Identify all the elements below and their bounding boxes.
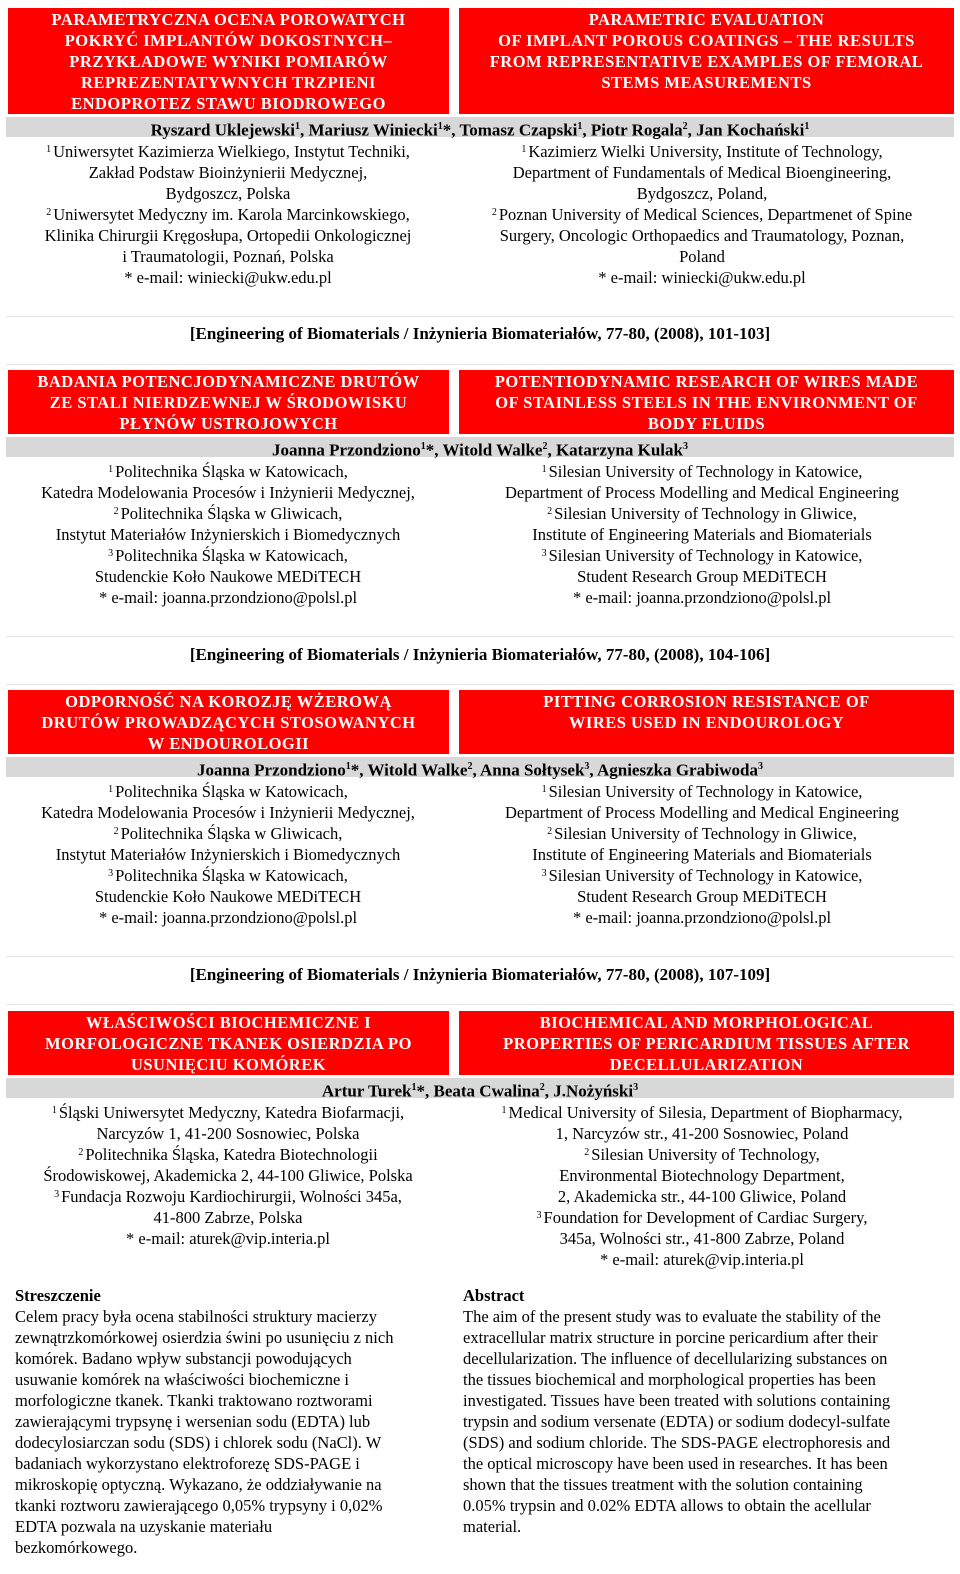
affiliation-text: Student Research Group MEDiTECH <box>577 567 827 586</box>
affiliation-line <box>450 587 954 608</box>
abstract-line: extracellular matrix structure in porcine pericardium after their <box>463 1328 878 1347</box>
affiliation-text: Politechnika Śląska, Katedra Biotechnologii <box>85 1145 378 1164</box>
affiliation-line <box>6 1144 450 1165</box>
authors-line <box>6 757 954 780</box>
affiliations-english <box>450 461 954 608</box>
affiliation-marker: 1 <box>501 1105 507 1116</box>
affiliation-line <box>6 225 450 246</box>
abstract-line: the optical microscopy have been used in researches. It has been <box>463 1454 888 1473</box>
author-affiliation-marker: 1 <box>420 441 426 452</box>
paper-entry-1 <box>6 8 954 288</box>
affiliation-text: Kazimierz Wielki University, Institute of Technology, <box>528 142 883 161</box>
authors-line <box>6 117 954 140</box>
author-name: Piotr Rogala <box>590 120 683 140</box>
affiliation-marker: 2 <box>113 506 119 517</box>
title-english: POTENTIODYNAMIC RESEARCH OF WIRES MADE OF STAINLESS STEELS IN THE ENVIRONMENT OF BODY FLUIDS <box>459 370 954 434</box>
affiliation-text: Silesian University of Technology in Katowice, <box>548 866 863 885</box>
affiliation-line <box>6 1102 450 1123</box>
author-affiliation-marker: 3 <box>633 1082 639 1093</box>
affiliation-line <box>450 907 954 928</box>
affiliation-line <box>450 482 954 503</box>
affiliation-line <box>450 246 954 267</box>
affiliation-line <box>6 823 450 844</box>
affiliation-line <box>450 461 954 482</box>
affiliation-line <box>6 907 450 928</box>
affiliation-text: Instytut Materiałów Inżynierskich i Biomedycznych <box>55 525 401 544</box>
author-affiliation-marker: 1 <box>295 121 301 132</box>
affiliation-line <box>450 503 954 524</box>
abstract-line: shown that the tissues treatment with the solution containing <box>463 1475 863 1494</box>
affiliations <box>6 781 954 928</box>
section-divider <box>6 1004 954 1005</box>
abstract-line: tkanki roztworu zawierającego 0,05% trypsyny i 0,02% <box>15 1496 383 1515</box>
affiliation-text: Student Research Group MEDiTECH <box>577 887 827 906</box>
affiliation-line <box>6 566 450 587</box>
affiliations-polish <box>6 1102 450 1270</box>
affiliation-line <box>6 162 450 183</box>
affiliation-text: Uniwersytet Kazimierza Wielkiego, Instytut Techniki, <box>53 142 410 161</box>
affiliation-text: i Traumatologii, Poznań, Polska <box>122 247 334 266</box>
abstract-body <box>15 1306 445 1558</box>
affiliation-marker: 2 <box>46 207 52 218</box>
author-separator: *, <box>416 1081 434 1101</box>
affiliation-text: * e-mail: joanna.przondziono@polsl.pl <box>572 588 832 607</box>
author-separator: , <box>547 440 556 460</box>
title-english: BIOCHEMICAL AND MORPHOLOGICAL PROPERTIES OF PERICARDIUM TISSUES AFTER DECELLULARIZATION <box>459 1011 954 1075</box>
title-polish: ODPORNOŚĆ NA KOROZJĘ WŻEROWĄ DRUTÓW PROWADZĄCYCH STOSOWANYCH W ENDOUROLOGII <box>8 690 449 754</box>
affiliation-text: * e-mail: joanna.przondziono@polsl.pl <box>98 908 358 927</box>
affiliation-line <box>450 1144 954 1165</box>
author-separator: , <box>300 120 309 140</box>
title-english: PARAMETRIC EVALUATION OF IMPLANT POROUS COATINGS – THE RESULTS FROM REPRESENTATIVE EXAMPLES OF FEMORAL STEMS MEASUREMENTS <box>459 8 954 114</box>
affiliation-line <box>6 802 450 823</box>
affiliation-line <box>6 587 450 608</box>
affiliations <box>6 461 954 608</box>
affiliation-line <box>6 545 450 566</box>
author-name: Tomasz Czapski <box>459 120 578 140</box>
affiliations-english <box>450 781 954 928</box>
author-separator: *, <box>425 440 443 460</box>
affiliation-line <box>6 524 450 545</box>
title-polish: PARAMETRYCZNA OCENA POROWATYCH POKRYĆ IMPLANTÓW DOKOSTNYCH– PRZYKŁADOWE WYNIKI POMIARÓW REPREZENTATYWNYCH TRZPIENI ENDOPROTEZ STAWU BIODROWEGO <box>8 8 449 114</box>
abstract-line: trypsin and sodium versenate (EDTA) or sodium dodecyl-sulfate <box>463 1412 891 1431</box>
abstract-heading: Streszczenie <box>15 1286 101 1305</box>
affiliation-line <box>450 204 954 225</box>
affiliation-text: Katedra Modelowania Procesów i Inżynierii Medycznej, <box>41 483 415 502</box>
affiliation-text: * e-mail: joanna.przondziono@polsl.pl <box>98 588 358 607</box>
author-separator: , <box>544 1081 554 1101</box>
author-separator: *, <box>350 760 368 780</box>
affiliation-line <box>450 1249 954 1270</box>
affiliation-marker: 2 <box>547 826 553 837</box>
title-polish: WŁAŚCIWOŚCI BIOCHEMICZNE I MORFOLOGICZNE TKANEK OSIERDZIA PO USUNIĘCIU KOMÓREK <box>8 1011 449 1075</box>
author-affiliation-marker: 3 <box>758 761 764 772</box>
author-name: Witold Walke <box>442 440 543 460</box>
affiliation-text: Politechnika Śląska w Katowicach, <box>115 546 348 565</box>
authors-line <box>6 437 954 460</box>
affiliation-marker: 2 <box>491 207 497 218</box>
section-divider <box>6 684 954 685</box>
affiliation-marker: 1 <box>108 784 114 795</box>
abstract-line: investigated. Tissues have been treated with solutions containing <box>463 1391 891 1410</box>
affiliation-text: Poland <box>679 247 725 266</box>
affiliation-marker: 3 <box>536 1210 542 1221</box>
affiliation-line <box>450 1186 954 1207</box>
affiliation-text: Silesian University of Technology in Gliwice, <box>554 824 857 843</box>
affiliation-text: 345a, Wolności str., 41-800 Zabrze, Poland <box>559 1229 845 1248</box>
abstract-polish <box>15 1285 445 1558</box>
affiliation-line <box>6 865 450 886</box>
affiliation-line <box>450 844 954 865</box>
affiliation-line <box>6 141 450 162</box>
affiliation-text: Politechnika Śląska w Gliwicach, <box>120 504 343 523</box>
affiliation-text: Politechnika Śląska w Gliwicach, <box>120 824 343 843</box>
abstract-line: komórek. Badano wpływ substancji powodujących <box>15 1349 352 1368</box>
author-affiliation-marker: 1 <box>437 121 443 132</box>
affiliation-text: Klinika Chirurgii Kręgosłupa, Ortopedii Onkologicznej <box>44 226 412 245</box>
affiliation-line <box>450 823 954 844</box>
author-name: Anna Sołtysek <box>480 760 585 780</box>
affiliation-text: Silesian University of Technology in Katowice, <box>548 546 863 565</box>
abstract-english <box>463 1285 941 1537</box>
affiliation-line <box>6 781 450 802</box>
affiliation-text: Medical University of Silesia, Department of Biopharmacy, <box>508 1103 903 1122</box>
author-affiliation-marker: 1 <box>411 1082 417 1093</box>
abstract-line: EDTA pozwala na uzyskanie materiału <box>15 1517 273 1536</box>
affiliation-text: Śląski Uniwersytet Medyczny, Katedra Biofarmacji, <box>58 1103 405 1122</box>
affiliation-line <box>450 1165 954 1186</box>
author-separator: *, <box>442 120 460 140</box>
affiliation-marker: 3 <box>541 868 547 879</box>
affiliation-marker: 1 <box>541 464 547 475</box>
affiliation-marker: 2 <box>547 506 553 517</box>
affiliation-text: 1, Narcyzów str., 41-200 Sosnowiec, Poland <box>555 1124 849 1143</box>
affiliations-english <box>450 1102 954 1270</box>
affiliation-text: Instytut Materiałów Inżynierskich i Biomedycznych <box>55 845 401 864</box>
affiliation-line <box>6 503 450 524</box>
affiliation-text: Uniwersytet Medyczny im. Karola Marcinkowskiego, <box>53 205 410 224</box>
author-separator: , <box>589 760 597 780</box>
affiliation-line <box>6 482 450 503</box>
affiliation-text: Studenckie Koło Naukowe MEDiTECH <box>94 567 362 586</box>
affiliation-line <box>450 865 954 886</box>
affiliations-polish <box>6 461 450 608</box>
author-name: Katarzyna Kulak <box>555 440 683 460</box>
section-divider <box>6 316 954 317</box>
author-name: Agnieszka Grabiwoda <box>596 760 759 780</box>
affiliation-text: * e-mail: aturek@vip.interia.pl <box>126 1229 330 1248</box>
affiliations <box>6 141 954 288</box>
affiliation-line <box>450 802 954 823</box>
citation-line: [Engineering of Biomaterials / Inżynieria Biomateriałów, 77-80, (2008), 104-106] <box>189 645 771 664</box>
affiliation-text: Department of Process Modelling and Medical Engineering <box>504 483 900 502</box>
affiliation-line <box>6 204 450 225</box>
affiliation-text: Środowiskowej, Akademicka 2, 44-100 Gliwice, Polska <box>43 1166 413 1185</box>
affiliation-line <box>450 886 954 907</box>
citation-line: [Engineering of Biomaterials / Inżynieria Biomateriałów, 77-80, (2008), 101-103] <box>189 324 771 343</box>
affiliation-text: Katedra Modelowania Procesów i Inżynierii Medycznej, <box>41 803 415 822</box>
affiliation-text: Foundation for Development of Cardiac Surgery, <box>543 1208 868 1227</box>
affiliation-marker: 1 <box>51 1105 57 1116</box>
abstract-line: zawierającymi trypsynę i wersenian sodu (EDTA) lub <box>15 1412 371 1431</box>
affiliation-text: Silesian University of Technology in Katowice, <box>548 782 863 801</box>
abstract-line: usuwanie komórek na właściwości biochemiczne i <box>15 1370 350 1389</box>
section-divider <box>6 956 954 957</box>
affiliation-line <box>450 781 954 802</box>
abstract-body <box>463 1306 941 1537</box>
affiliation-marker: 1 <box>521 144 527 155</box>
paper-entry-3 <box>6 690 954 928</box>
authors-line <box>6 1078 954 1101</box>
abstract-line: 0.05% trypsin and 0.02% EDTA allows to obtain the acellular <box>463 1496 871 1515</box>
title-polish: BADANIA POTENCJODYNAMICZNE DRUTÓW ZE STALI NIERDZEWNEJ W ŚRODOWISKU PŁYNÓW USTROJOWYCH <box>8 370 449 434</box>
affiliation-text: Politechnika Śląska w Katowicach, <box>115 866 348 885</box>
affiliation-text: Politechnika Śląska w Katowicach, <box>115 782 348 801</box>
affiliation-marker: 3 <box>54 1189 60 1200</box>
affiliation-line <box>450 566 954 587</box>
section-divider <box>6 636 954 637</box>
affiliation-text: * e-mail: joanna.przondziono@polsl.pl <box>572 908 832 927</box>
affiliation-line <box>6 183 450 204</box>
affiliation-text: Bydgoszcz, Poland, <box>636 184 768 203</box>
affiliation-line <box>6 461 450 482</box>
affiliation-marker: 2 <box>78 1147 84 1158</box>
affiliation-line <box>450 1207 954 1228</box>
section-divider <box>6 364 954 365</box>
author-name: J.Nożyński <box>553 1081 634 1101</box>
affiliation-line <box>6 844 450 865</box>
affiliations-english <box>450 141 954 288</box>
affiliation-text: Silesian University of Technology in Gliwice, <box>554 504 857 523</box>
affiliation-text: Politechnika Śląska w Katowicach, <box>115 462 348 481</box>
affiliation-marker: 1 <box>46 144 52 155</box>
affiliation-line <box>6 886 450 907</box>
affiliation-line <box>6 267 450 288</box>
abstract-line: the tissues biochemical and morphological properties has been <box>463 1370 876 1389</box>
paper-entry-2 <box>6 370 954 608</box>
affiliation-text: * e-mail: aturek@vip.interia.pl <box>600 1250 804 1269</box>
author-affiliation-marker: 2 <box>539 1082 545 1093</box>
affiliation-line <box>450 524 954 545</box>
affiliation-marker: 1 <box>108 464 114 475</box>
author-affiliation-marker: 2 <box>467 761 473 772</box>
affiliation-line <box>6 1207 450 1228</box>
author-affiliation-marker: 1 <box>804 121 810 132</box>
affiliation-text: Environmental Biotechnology Department, <box>559 1166 845 1185</box>
affiliation-marker: 3 <box>108 548 114 559</box>
affiliation-line <box>450 1102 954 1123</box>
paper-entry-4 <box>6 1011 954 1270</box>
affiliation-marker: 1 <box>541 784 547 795</box>
affiliations <box>6 1102 954 1270</box>
author-separator: , <box>687 120 697 140</box>
title-english: PITTING CORROSION RESISTANCE OF WIRES USED IN ENDOUROLOGY <box>459 690 954 754</box>
affiliation-marker: 3 <box>541 548 547 559</box>
affiliation-text: 41-800 Zabrze, Polska <box>153 1208 303 1227</box>
affiliation-text: Fundacja Rozwoju Kardiochirurgii, Wolności 345a, <box>61 1187 402 1206</box>
affiliation-line <box>6 1165 450 1186</box>
abstract-line: mikroskopię optyczną. Wykazano, że oddziaływanie na <box>15 1475 382 1494</box>
affiliation-line <box>450 267 954 288</box>
affiliation-line <box>450 162 954 183</box>
title-row <box>6 8 954 114</box>
author-affiliation-marker: 3 <box>683 441 688 452</box>
affiliation-text: Silesian University of Technology in Katowice, <box>548 462 863 481</box>
author-name: Witold Walke <box>367 760 468 780</box>
affiliation-marker: 2 <box>113 826 119 837</box>
title-row <box>6 370 954 434</box>
author-separator: , <box>582 120 591 140</box>
affiliation-marker: 3 <box>108 868 114 879</box>
affiliation-line <box>450 225 954 246</box>
affiliations-polish <box>6 141 450 288</box>
author-affiliation-marker: 1 <box>345 761 351 772</box>
affiliation-text: Poznan University of Medical Sciences, Departmenet of Spine <box>498 205 913 224</box>
affiliation-line <box>6 1228 450 1249</box>
affiliation-text: Narcyzów 1, 41-200 Sosnowiec, Polska <box>96 1124 360 1143</box>
author-affiliation-marker: 1 <box>577 121 583 132</box>
author-name: Ryszard Uklejewski <box>150 120 296 140</box>
affiliation-text: Surgery, Oncologic Orthopaedics and Traumatology, Poznan, <box>499 226 905 245</box>
title-row <box>6 690 954 754</box>
affiliation-text: Department of Fundamentals of Medical Bioengineering, <box>512 163 892 182</box>
affiliation-line <box>450 1123 954 1144</box>
author-affiliation-marker: 2 <box>542 441 548 452</box>
author-affiliation-marker: 2 <box>682 121 688 132</box>
abstract-heading: Abstract <box>463 1286 525 1305</box>
affiliation-line <box>450 1228 954 1249</box>
affiliation-text: * e-mail: winiecki@ukw.edu.pl <box>598 268 806 287</box>
author-name: Joanna Przondziono <box>271 440 421 460</box>
abstract-line: (SDS) and sodium chloride. The SDS-PAGE electrophoresis and <box>463 1433 891 1452</box>
author-name: Mariusz Winiecki <box>308 120 438 140</box>
affiliations-polish <box>6 781 450 928</box>
author-name: Artur Turek <box>321 1081 412 1101</box>
abstract-line: material. <box>463 1517 522 1536</box>
author-name: Beata Cwalina <box>433 1081 540 1101</box>
abstract-line: bezkomórkowego. <box>15 1538 138 1557</box>
affiliation-text: 2, Akademicka str., 44-100 Gliwice, Poland <box>557 1187 847 1206</box>
abstract-line: dodecylosiarczan sodu (SDS) i chlorek sodu (NaCl). W <box>15 1433 382 1452</box>
affiliation-line <box>450 183 954 204</box>
affiliation-line <box>6 246 450 267</box>
affiliation-text: Department of Process Modelling and Medical Engineering <box>504 803 900 822</box>
abstract-line: zewnątrzkomórkowej osierdzia świni po usunięciu z nich <box>15 1328 394 1347</box>
affiliation-text: * e-mail: winiecki@ukw.edu.pl <box>124 268 332 287</box>
abstract-line: morfologiczne tkanek. Tkanki traktowano roztworami <box>15 1391 373 1410</box>
affiliation-text: Zakład Podstaw Bioinżynierii Medycznej, <box>88 163 368 182</box>
affiliation-line <box>6 1186 450 1207</box>
affiliation-text: Bydgoszcz, Polska <box>165 184 291 203</box>
affiliation-line <box>6 1123 450 1144</box>
abstract-line: The aim of the present study was to evaluate the stability of the <box>463 1307 881 1326</box>
affiliation-text: Institute of Engineering Materials and Biomaterials <box>532 845 872 864</box>
author-name: Jan Kochański <box>696 120 805 140</box>
citation-line: [Engineering of Biomaterials / Inżynieria Biomateriałów, 77-80, (2008), 107-109] <box>189 965 771 984</box>
affiliation-text: Institute of Engineering Materials and Biomaterials <box>532 525 872 544</box>
affiliation-marker: 2 <box>584 1147 590 1158</box>
affiliation-text: Silesian University of Technology, <box>591 1145 820 1164</box>
abstract-line: Celem pracy była ocena stabilności struktury macierzy <box>15 1307 377 1326</box>
affiliation-line <box>450 141 954 162</box>
abstract-line: decellularization. The influence of decellularizing substances on <box>463 1349 888 1368</box>
author-affiliation-marker: 3 <box>584 761 590 772</box>
affiliation-text: Studenckie Koło Naukowe MEDiTECH <box>94 887 362 906</box>
affiliation-line <box>450 545 954 566</box>
author-name: Joanna Przondziono <box>196 760 346 780</box>
author-separator: , <box>472 760 481 780</box>
title-row <box>6 1011 954 1075</box>
abstract-line: badaniach wykorzystano elektroforezę SDS-PAGE i <box>15 1454 360 1473</box>
